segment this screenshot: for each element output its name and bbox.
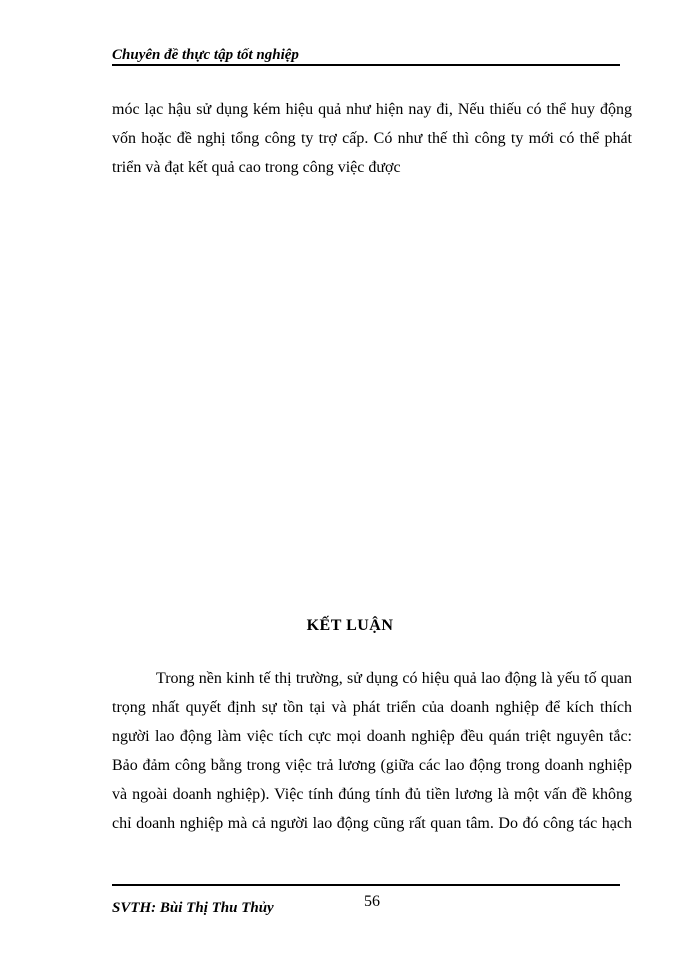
paragraph-line: móc lạc hậu sử dụng kém hiệu quả như hiện nay đi, Nếu thiếu có thể huy động	[112, 101, 632, 118]
page-number: 56	[364, 893, 380, 910]
paragraph-line: và ngoài doanh nghiệp). Việc tính đúng tính đủ tiền lương là một vấn đề không	[112, 786, 632, 803]
header-rule	[112, 64, 620, 66]
section-heading: KẾT LUẬN	[306, 617, 394, 634]
footer-rule	[112, 884, 620, 886]
paragraph-line: Trong nền kinh tế thị trường, sử dụng có hiệu quả lao động là yếu tố quan	[156, 670, 632, 687]
paragraph-line: người lao động làm việc tích cực mọi doanh nghiệp đều quán triệt nguyên tắc:	[112, 728, 632, 745]
paragraph-line: vốn hoặc đề nghị tổng công ty trợ cấp. Có như thế thì công ty mới có thể phát	[112, 130, 632, 147]
paragraph-continuation	[112, 95, 632, 182]
paragraph-line: Bảo đảm công bằng trong việc trả lương (giữa các lao động trong doanh nghiệp	[112, 757, 632, 774]
header-title: Chuyên đề thực tập tốt nghiệp	[112, 47, 299, 63]
paragraph-line: chỉ doanh nghiệp mà cả người lao động cũng rất quan tâm. Do đó công tác hạch	[112, 815, 632, 832]
footer-author: SVTH: Bùi Thị Thu Thủy	[112, 900, 274, 916]
page-header	[112, 45, 620, 65]
conclusion-paragraph	[112, 664, 632, 838]
paragraph-line: trọng nhất quyết định sự tồn tại và phát triển của doanh nghiệp để kích thích	[112, 699, 632, 716]
page-footer	[112, 884, 620, 924]
paragraph-line: triển và đạt kết quả cao trong công việc được	[112, 159, 401, 176]
